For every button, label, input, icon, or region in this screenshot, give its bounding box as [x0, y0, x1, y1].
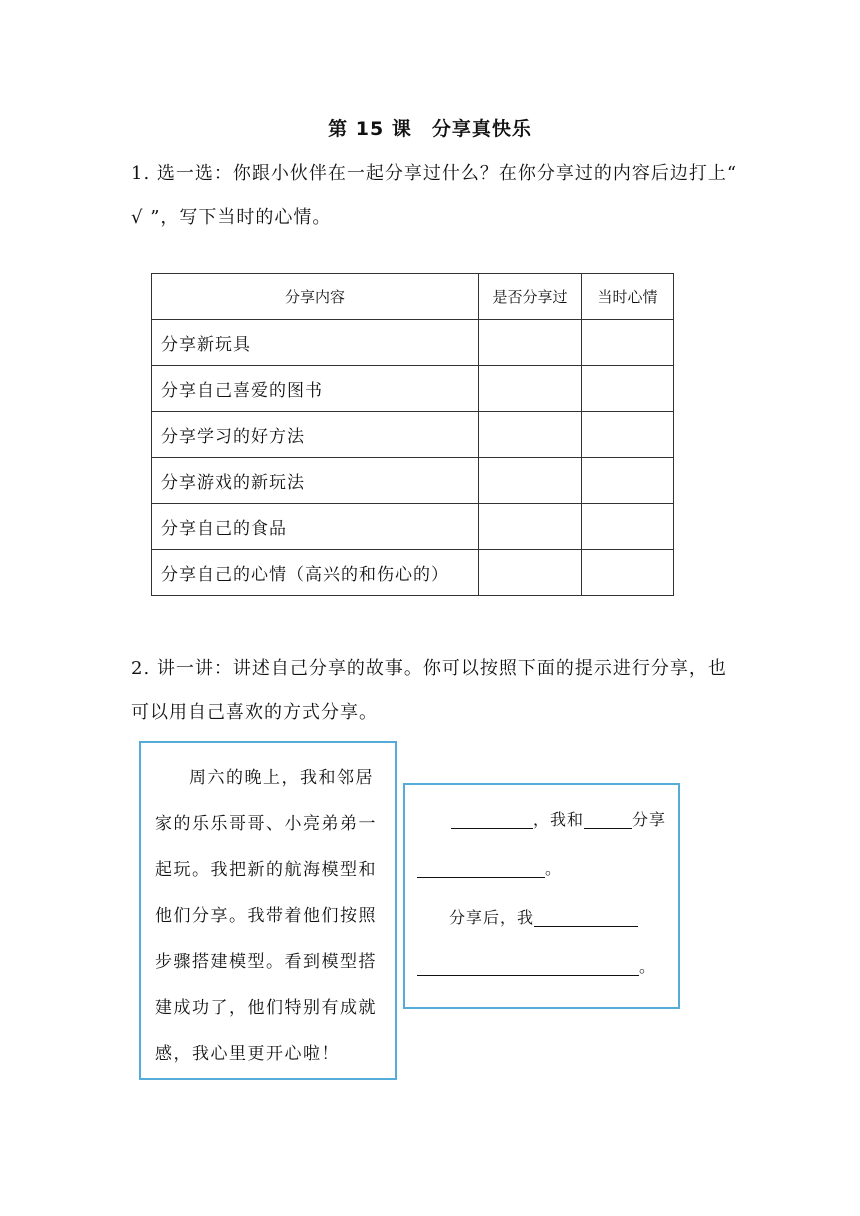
question-1: 1. 选一选：你跟小伙伴在一起分享过什么？在你分享过的内容后边打上“ √ ”，写下当时的心情。 [131, 163, 738, 228]
example-story-box [139, 741, 397, 1080]
table-row [152, 550, 674, 596]
header-mood: 当时心情 [582, 274, 674, 320]
shared-cell[interactable] [479, 458, 582, 504]
story-template-box [403, 783, 680, 1009]
template-line-1: ，我和 分享。 [417, 795, 668, 893]
shared-cell[interactable] [479, 412, 582, 458]
shared-cell[interactable] [479, 320, 582, 366]
question-2: 2. 讲一讲：讲述自己分享的故事。你可以按照下面的提示进行分享，也可以用自己喜欢的方式分享。 [131, 658, 727, 723]
row-label: 分享新玩具 [152, 320, 479, 366]
table-row [152, 366, 674, 412]
mood-cell[interactable] [582, 458, 674, 504]
shared-cell[interactable] [479, 366, 582, 412]
blank-time[interactable] [451, 812, 533, 829]
row-label: 分享自己喜爱的图书 [152, 366, 479, 412]
table-row [152, 458, 674, 504]
shared-cell[interactable] [479, 550, 582, 596]
table-header-row [152, 274, 674, 320]
table-row [152, 504, 674, 550]
blank-feeling-continued[interactable] [417, 959, 639, 976]
share-table [151, 273, 674, 596]
lesson-title: 第 15 课 分享真快乐 [328, 118, 532, 140]
header-shared: 是否分享过 [479, 274, 582, 320]
blank-feeling[interactable] [534, 910, 638, 927]
shared-cell[interactable] [479, 504, 582, 550]
mood-cell[interactable] [582, 366, 674, 412]
table-row [152, 412, 674, 458]
blank-friend[interactable] [584, 812, 632, 829]
mood-cell[interactable] [582, 504, 674, 550]
mood-cell[interactable] [582, 412, 674, 458]
example-story-text: 周六的晚上，我和邻居家的乐乐哥哥、小亮弟弟一起玩。我把新的航海模型和他们分享。我带着他们按照步骤搭建模型。看到模型搭建成功了，他们特别有成就感，我心里更开心啦！ [155, 768, 377, 1064]
template-line-2: 分享后，我 。 [417, 893, 668, 991]
blank-item[interactable] [417, 861, 545, 878]
mood-cell[interactable] [582, 550, 674, 596]
mood-cell[interactable] [582, 320, 674, 366]
row-label: 分享自己的心情（高兴的和伤心的） [152, 550, 479, 596]
row-label: 分享游戏的新玩法 [152, 458, 479, 504]
header-content: 分享内容 [152, 274, 479, 320]
row-label: 分享学习的好方法 [152, 412, 479, 458]
row-label: 分享自己的食品 [152, 504, 479, 550]
table-row [152, 320, 674, 366]
